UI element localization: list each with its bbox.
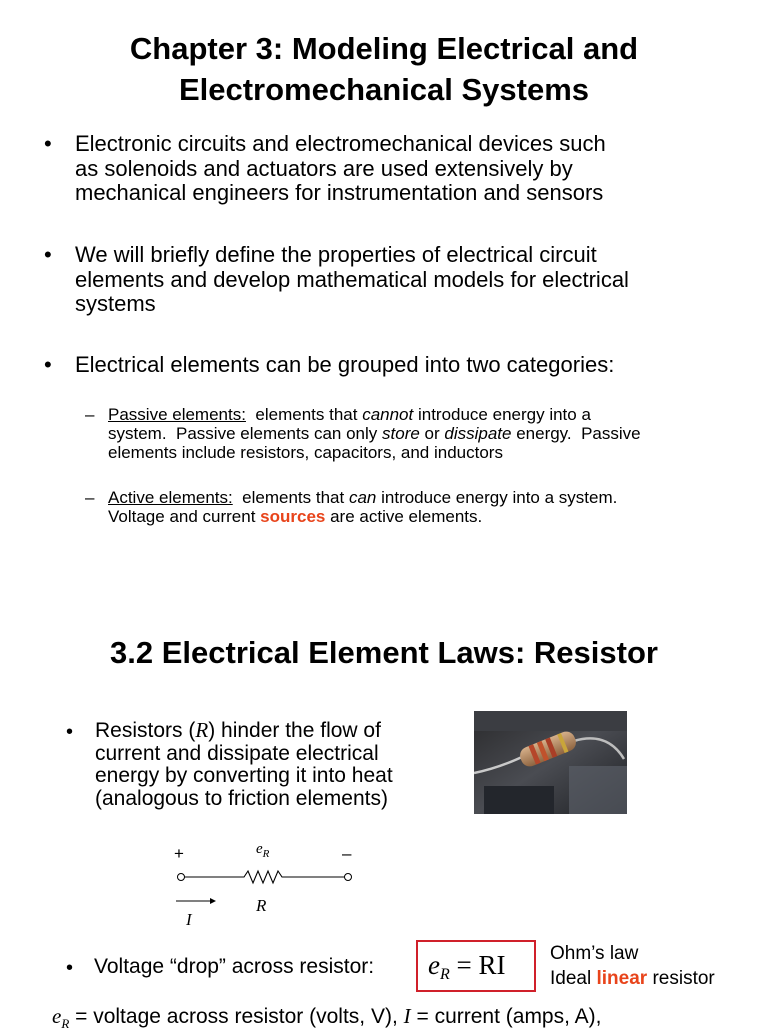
- equation-rhs: = RI: [456, 950, 506, 980]
- definition-text: = voltage across resistor (volts, V),: [69, 1005, 404, 1028]
- resistor-photo: [474, 711, 627, 814]
- bullet-3-line: Electrical elements can be grouped into two categories:: [75, 352, 615, 377]
- active-text: introduce energy into a system.: [376, 488, 618, 507]
- resistor-word: resistor: [647, 968, 715, 989]
- resistor-text: current and dissipate electrical: [95, 741, 379, 765]
- passive-text: energy. Passive: [511, 424, 641, 443]
- bullet-2-line: elements and develop mathematical models for electrical: [75, 266, 629, 292]
- passive-label: Passive elements:: [108, 405, 246, 424]
- resistor-text: ) hinder the flow of: [208, 719, 381, 742]
- section-title: 3.2 Electrical Element Laws: Resistor: [110, 635, 658, 670]
- resistor-photo-image: [474, 711, 627, 814]
- active-can: can: [348, 488, 377, 507]
- circuit-voltage-label: $e_R$: [256, 841, 270, 860]
- resistor-bullet: [95, 719, 393, 810]
- dash-symbol: –: [85, 488, 95, 507]
- bullet-2-line: systems: [75, 291, 156, 316]
- active-text: Voltage and current: [108, 507, 261, 526]
- definition-text: = current (amps, A),: [410, 1005, 602, 1028]
- bullet-symbol: •: [66, 721, 74, 743]
- bullet-symbol: •: [44, 131, 52, 156]
- resistor-text: energy by converting it into heat: [95, 764, 393, 787]
- ideal-text: Ideal: [550, 968, 597, 989]
- bullet-symbol: •: [44, 242, 52, 267]
- active-sources: sources: [260, 507, 326, 526]
- circuit-terminal-left: [178, 874, 185, 881]
- equation-sub: R: [439, 966, 450, 983]
- circuit-terminal-right: [345, 874, 352, 881]
- passive-elements-item: [108, 405, 641, 462]
- passive-text: introduce energy into a: [413, 405, 591, 424]
- chapter-title: [0, 28, 768, 110]
- circuit-plus: +: [174, 844, 184, 863]
- bullet-1: [75, 132, 606, 206]
- resistor-text: (analogous to friction elements): [95, 786, 388, 810]
- ohms-law-equation-box: [416, 940, 536, 992]
- variable-definitions: [52, 1004, 601, 1032]
- resistor-symbol-zigzag: [185, 871, 345, 883]
- bullet-symbol: •: [44, 352, 52, 377]
- active-text: are active elements.: [325, 507, 483, 526]
- chapter-title-line2: Electromechanical Systems: [178, 72, 590, 107]
- circuit-current-label: I: [186, 910, 192, 929]
- active-elements-item: [108, 488, 617, 526]
- current-arrow-head: [210, 898, 216, 904]
- passive-dissipate: dissipate: [444, 424, 512, 443]
- linear-text: linear: [596, 968, 648, 989]
- passive-cannot: cannot: [362, 405, 414, 424]
- voltage-drop-bullet: Voltage “drop” across resistor:: [94, 955, 375, 978]
- chapter-title-line1: Chapter 3: Modeling Electrical and: [129, 31, 639, 66]
- bullet-1-line: mechanical engineers for instrumentation and sensors: [75, 180, 604, 205]
- bullet-symbol: •: [66, 957, 74, 979]
- circuit-resistance-label: R: [256, 896, 267, 915]
- passive-store: store: [382, 424, 420, 443]
- bullet-3: [75, 353, 614, 378]
- bullet-1-line: Electronic circuits and electromechanical devices such: [75, 131, 606, 156]
- bullet-2: [75, 243, 629, 317]
- passive-text: or: [419, 424, 445, 443]
- resistor-symbol: R: [195, 718, 209, 742]
- passive-text: elements include resistors, capacitors, and inductors: [108, 443, 503, 462]
- dash-symbol: –: [85, 405, 95, 424]
- resistor-text: Resistors (: [95, 719, 196, 742]
- active-text: elements that: [232, 488, 349, 507]
- passive-text: elements that: [245, 405, 363, 424]
- equation-e: e: [428, 950, 440, 980]
- ohms-law-text: Ohm’s law: [550, 943, 639, 964]
- definition-e: e: [52, 1004, 62, 1028]
- circuit-minus: –: [342, 844, 352, 863]
- definition-sub: R: [61, 1016, 70, 1032]
- bullet-2-line: We will briefly define the properties of electrical circuit: [75, 242, 597, 267]
- active-label: Active elements:: [108, 488, 233, 507]
- ohms-law-label: [550, 941, 715, 991]
- bullet-1-line: as solenoids and actuators are used extensively by: [75, 155, 573, 181]
- definition-I: I: [403, 1004, 411, 1028]
- passive-text: system. Passive elements can only: [108, 424, 383, 443]
- ohms-law-equation: [428, 950, 506, 984]
- resistor-circuit-diagram: [168, 835, 368, 935]
